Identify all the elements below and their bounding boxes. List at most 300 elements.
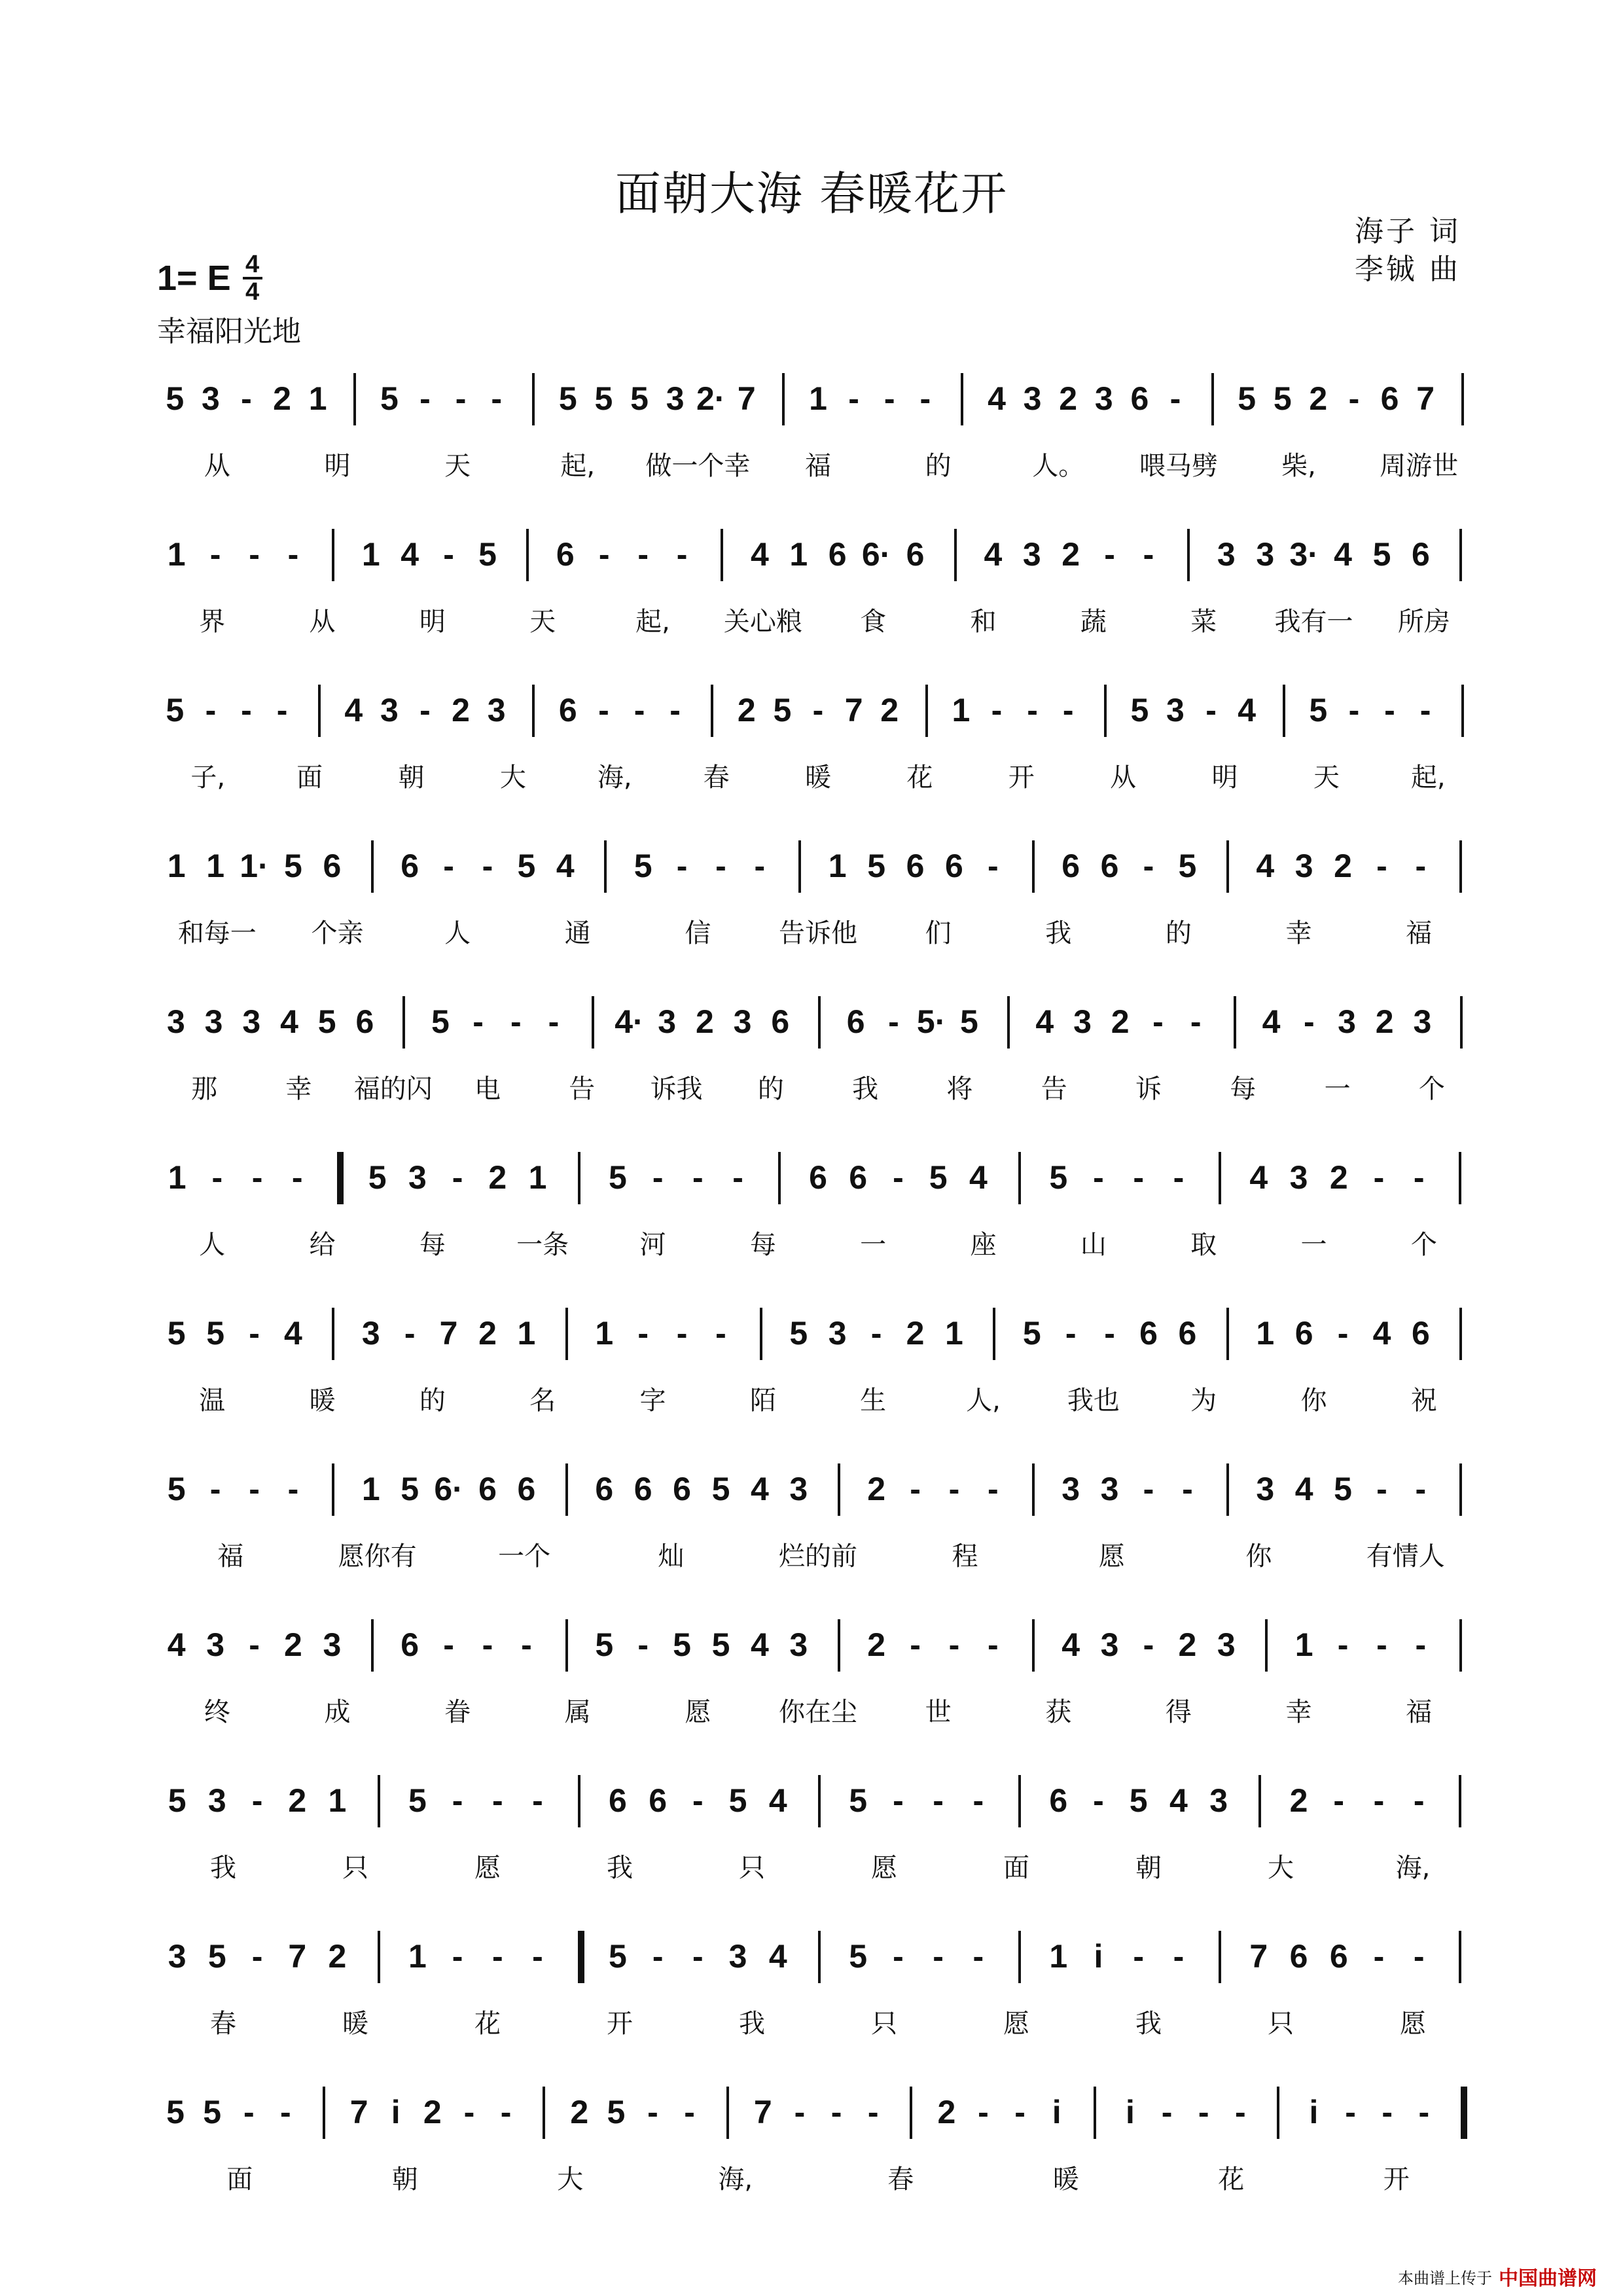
note: 6 <box>809 1159 827 1196</box>
lyric-word: 人 <box>199 1230 226 1260</box>
note: 5 <box>609 1159 627 1196</box>
note: - <box>933 1938 944 1975</box>
note: - <box>1093 1159 1104 1196</box>
lyric-word: 我有一 <box>1274 607 1353 637</box>
lyric-word: 愿 <box>1098 1541 1125 1571</box>
lyric-row <box>157 757 1479 796</box>
note: 3 <box>1023 380 1042 417</box>
note: - <box>1152 1003 1164 1040</box>
note: 1 <box>828 848 847 884</box>
note: 1 <box>167 848 186 884</box>
lyric-word: 春 <box>210 2009 236 2039</box>
lyricist-credit: 海子 词 <box>1355 215 1461 248</box>
note: - <box>287 1471 299 1507</box>
note: - <box>948 1471 960 1507</box>
lyric-word: 名 <box>529 1386 556 1416</box>
barline <box>1459 1308 1462 1360</box>
note: 3 <box>1217 536 1236 573</box>
note: - <box>1133 1159 1145 1196</box>
note: - <box>1413 1159 1425 1196</box>
lyric-word: 朝 <box>1135 1853 1162 1883</box>
note: 5 <box>380 380 399 417</box>
note: - <box>443 848 454 884</box>
lyric-row <box>157 2159 1479 2198</box>
note: - <box>692 1782 704 1819</box>
lyric-word: 每 <box>419 1230 446 1260</box>
note: - <box>732 1159 743 1196</box>
note: - <box>893 1938 904 1975</box>
lyric-word: 从 <box>204 451 230 481</box>
note: 5 <box>711 1626 730 1663</box>
barline <box>1283 685 1285 737</box>
note: 1 <box>167 536 186 573</box>
note: 5 <box>595 1626 614 1663</box>
note: - <box>1348 692 1360 728</box>
note: 2 <box>488 1159 507 1196</box>
note: 6 <box>945 848 963 884</box>
barline <box>565 1463 568 1516</box>
lyric-word: 个 <box>1410 1230 1437 1260</box>
note: i <box>391 2094 401 2130</box>
barline <box>1032 1463 1035 1516</box>
note: 4· <box>615 1003 644 1040</box>
lyric-row <box>157 1535 1479 1575</box>
note: 5 <box>167 1315 186 1352</box>
composer-credit: 李铖 曲 <box>1355 253 1461 286</box>
note: 2 <box>423 2094 442 2130</box>
note: 4 <box>1249 1159 1268 1196</box>
note: 5 <box>673 1626 691 1663</box>
barline <box>532 685 535 737</box>
note: - <box>1198 2094 1209 2130</box>
note: - <box>647 2094 658 2130</box>
note: 5 <box>517 848 536 884</box>
site-logo: 中国曲谱网 <box>1499 2267 1597 2290</box>
note: - <box>443 1626 454 1663</box>
lyric-word: 花 <box>906 762 933 793</box>
note: 7 <box>1249 1938 1268 1975</box>
note: 3 <box>166 1003 185 1040</box>
barline <box>711 685 713 737</box>
lyric-word: 我 <box>739 2009 765 2039</box>
note: 5 <box>284 848 302 884</box>
note: 5 <box>558 380 577 417</box>
note: - <box>1373 1782 1385 1819</box>
lyric-row <box>157 1847 1479 1886</box>
note: 5 <box>408 1782 427 1819</box>
lyric-word: 将 <box>946 1074 973 1104</box>
note: 4 <box>284 1315 302 1352</box>
note: 3 <box>1338 1003 1356 1040</box>
note: 5 <box>1372 536 1391 573</box>
note: 4 <box>1035 1003 1054 1040</box>
note: 5 <box>594 380 613 417</box>
note: 2 <box>695 1003 714 1040</box>
note: - <box>249 1471 260 1507</box>
note: - <box>510 1003 522 1040</box>
note: 3 <box>1166 692 1185 728</box>
lyric-word: 只 <box>342 1853 368 1883</box>
note: - <box>211 1159 223 1196</box>
note: 3 <box>207 1782 226 1819</box>
lyric-word: 明 <box>419 607 446 637</box>
lyric-word: 所房 <box>1397 607 1450 637</box>
note: 6 <box>846 1003 865 1040</box>
lyric-word: 食 <box>860 607 887 637</box>
lyric-row <box>157 1380 1479 1419</box>
note: 2 <box>906 1315 925 1352</box>
lyric-word: 电 <box>474 1074 501 1104</box>
note: 3· <box>1289 536 1319 573</box>
note: - <box>1373 1938 1385 1975</box>
note: 4 <box>969 1159 988 1196</box>
note: 6 <box>1289 1938 1308 1975</box>
note: 6 <box>609 1782 627 1819</box>
lyric-word: 暖 <box>805 762 831 793</box>
lyric-word: 明 <box>1211 762 1238 793</box>
note: 6 <box>633 1471 652 1507</box>
note: 2 <box>1309 380 1328 417</box>
note: 7 <box>753 2094 772 2130</box>
note: 5 <box>401 1471 419 1507</box>
note: 6 <box>1411 536 1430 573</box>
note: 5· <box>916 1003 946 1040</box>
note: 3 <box>1209 1782 1228 1819</box>
lyric-word: 我 <box>1045 918 1072 948</box>
note: 6 <box>849 1159 868 1196</box>
note: - <box>532 1782 543 1819</box>
note: - <box>1143 848 1154 884</box>
note: 3 <box>1413 1003 1432 1040</box>
note: 7 <box>349 2094 368 2130</box>
barline <box>1234 996 1236 1049</box>
note: 3 <box>658 1003 677 1040</box>
lyric-word: 春 <box>887 2164 914 2195</box>
barline <box>526 529 529 581</box>
note: - <box>452 1159 463 1196</box>
note: 5 <box>849 1938 868 1975</box>
note: 6 <box>517 1471 536 1507</box>
lyric-word: 们 <box>925 918 952 948</box>
note: 3 <box>361 1315 380 1352</box>
lyric-word: 每 <box>1230 1074 1257 1104</box>
note: 3 <box>487 692 506 728</box>
note: 1 <box>308 380 327 417</box>
barline <box>337 1152 344 1204</box>
score-title: 面朝大海 春暖花开 <box>615 167 1008 221</box>
note: - <box>1104 1315 1115 1352</box>
note: - <box>684 2094 695 2130</box>
note: - <box>652 1159 664 1196</box>
barline <box>1459 840 1462 893</box>
note: 2 <box>1329 1159 1348 1196</box>
note: 2 <box>880 692 899 728</box>
note: - <box>241 692 252 728</box>
lyric-word: 生 <box>860 1386 887 1416</box>
lyric-word: 福 <box>217 1541 244 1571</box>
barline <box>353 373 356 425</box>
note: 6 <box>558 692 577 728</box>
lyric-word: 只 <box>1268 2009 1294 2039</box>
note: 4 <box>1238 692 1257 728</box>
lyric-word: 花 <box>1218 2164 1245 2195</box>
note: 1 <box>528 1159 547 1196</box>
note: - <box>1234 2094 1246 2130</box>
lyric-word: 河 <box>639 1230 666 1260</box>
note: - <box>1062 692 1074 728</box>
lyric-word: 程 <box>952 1541 978 1571</box>
note: 4 <box>1262 1003 1281 1040</box>
note: 5 <box>478 536 497 573</box>
note: - <box>1133 1938 1145 1975</box>
note: - <box>532 1938 543 1975</box>
note: - <box>491 1938 503 1975</box>
lyric-word: 给 <box>309 1230 336 1260</box>
note: 3 <box>828 1315 847 1352</box>
lyric-word: 一 <box>1300 1230 1327 1260</box>
note: - <box>848 380 859 417</box>
note: - <box>910 1626 921 1663</box>
lyric-word: 眷 <box>444 1697 471 1727</box>
note: 3 <box>728 1938 747 1975</box>
note: - <box>548 1003 560 1040</box>
lyric-word: 我 <box>1135 2009 1162 2039</box>
barline <box>1459 1775 1461 1827</box>
note: - <box>463 2094 475 2130</box>
note: - <box>637 1626 649 1663</box>
barline <box>604 840 607 893</box>
note: - <box>988 848 999 884</box>
note: 1 <box>789 536 808 573</box>
note: 1· <box>240 848 269 884</box>
note: - <box>209 536 221 573</box>
barline <box>726 2087 729 2139</box>
lyric-word: 的 <box>925 451 952 481</box>
barline <box>1018 1931 1021 1983</box>
note: 5 <box>167 1471 186 1507</box>
barline <box>332 529 334 581</box>
note: 3 <box>1100 1471 1119 1507</box>
note: 6 <box>595 1471 614 1507</box>
lyric-word: 取 <box>1190 1230 1217 1260</box>
note: - <box>1333 1782 1345 1819</box>
note: 5 <box>166 692 185 728</box>
lyric-word: 福的闪 <box>353 1074 433 1104</box>
lyric-word: 起, <box>1410 762 1446 793</box>
note: 6 <box>401 1626 419 1663</box>
note: - <box>1143 1626 1154 1663</box>
lyric-word: 福 <box>1406 1697 1433 1727</box>
note: 2 <box>288 1782 307 1819</box>
note: 6 <box>1061 848 1080 884</box>
lyric-word: 柴, <box>1281 451 1316 481</box>
lyric-word: 和每一 <box>177 918 257 948</box>
lyric-word: 做一个幸 <box>645 451 751 481</box>
lyric-word: 座 <box>970 1230 997 1260</box>
note: 3 <box>1294 848 1313 884</box>
lyric-word: 周游世 <box>1380 451 1459 481</box>
note: - <box>888 1003 899 1040</box>
lyric-word: 春 <box>703 762 730 793</box>
barline <box>532 373 535 425</box>
lyric-word: 蔬 <box>1080 607 1107 637</box>
lyric-word: 起, <box>560 451 596 481</box>
barline <box>1018 1775 1021 1827</box>
note: 4 <box>1294 1471 1313 1507</box>
note: - <box>676 1315 688 1352</box>
lyric-word: 愿你有 <box>338 1541 417 1571</box>
note: 4 <box>401 536 419 573</box>
barline <box>993 1308 995 1360</box>
lyric-word: 暖 <box>342 2009 368 2039</box>
note: 5 <box>317 1003 336 1040</box>
note: - <box>209 1471 221 1507</box>
note: i <box>1309 2094 1319 2130</box>
lyric-word: 幸 <box>285 1074 312 1104</box>
note: 3 <box>789 1626 808 1663</box>
note: - <box>1173 1938 1185 1975</box>
note: 2 <box>284 1626 302 1663</box>
note: 3 <box>1094 380 1113 417</box>
note: 5 <box>773 692 792 728</box>
note: 3 <box>1256 536 1275 573</box>
barline <box>721 529 723 581</box>
note: - <box>988 1471 999 1507</box>
note: 4 <box>344 692 363 728</box>
note: - <box>287 536 299 573</box>
barline <box>1032 1619 1035 1672</box>
note: 1 <box>328 1782 347 1819</box>
note: - <box>652 1938 664 1975</box>
time-signature <box>243 252 262 304</box>
note: - <box>715 848 726 884</box>
lyric-word: 朝 <box>391 2164 418 2195</box>
note: 7 <box>439 1315 458 1352</box>
note: 6 <box>1329 1938 1348 1975</box>
barline <box>925 685 928 737</box>
note: - <box>291 1159 303 1196</box>
note: - <box>676 848 688 884</box>
note: - <box>419 380 431 417</box>
note: 6 <box>556 536 575 573</box>
barline <box>1094 2087 1096 2139</box>
barline <box>782 373 785 425</box>
lyric-word: 信 <box>685 918 711 948</box>
lyric-word: 从 <box>1110 762 1137 793</box>
note: - <box>919 380 931 417</box>
barline <box>954 529 957 581</box>
note: 5 <box>959 1003 978 1040</box>
lyric-word: 福 <box>805 451 831 481</box>
note: - <box>1143 1471 1154 1507</box>
note: i <box>1094 1938 1103 1975</box>
note: 1 <box>517 1315 536 1352</box>
note: - <box>1376 1471 1387 1507</box>
note: 2 <box>867 1471 886 1507</box>
note: 2 <box>328 1938 347 1975</box>
barline <box>818 1931 821 1983</box>
lyric-word: 大 <box>499 762 526 793</box>
note: - <box>1415 1471 1427 1507</box>
lyric-word: 人。 <box>1032 451 1085 481</box>
note: - <box>419 692 431 728</box>
lyric-word: 一 <box>860 1230 887 1260</box>
lyric-word: 从 <box>309 607 336 637</box>
note: - <box>1419 692 1431 728</box>
lyric-word: 大 <box>1268 1853 1294 1883</box>
note: - <box>1014 2094 1026 2130</box>
lyric-word: 明 <box>324 451 351 481</box>
note: 7 <box>737 380 756 417</box>
note: - <box>404 1315 416 1352</box>
note: - <box>500 2094 512 2130</box>
note: - <box>870 1315 882 1352</box>
time-sig-bottom: 4 <box>245 278 260 306</box>
lyric-word: 界 <box>199 607 226 637</box>
note: - <box>715 1315 726 1352</box>
barline <box>1459 1931 1461 1983</box>
note: - <box>1337 1315 1349 1352</box>
note: 3 <box>323 1626 342 1663</box>
note: - <box>1065 1315 1077 1352</box>
note: 3 <box>1256 1471 1275 1507</box>
note: 3 <box>206 1626 225 1663</box>
note: 5 <box>1130 692 1149 728</box>
note: 5 <box>166 2094 185 2130</box>
note: 1 <box>361 1471 380 1507</box>
lyric-word: 终 <box>204 1697 230 1727</box>
note: - <box>812 692 824 728</box>
lyric-word: 成 <box>324 1697 351 1727</box>
note: - <box>251 1159 263 1196</box>
note: 3 <box>1217 1626 1236 1663</box>
barline <box>578 1931 584 1983</box>
note: 5 <box>1238 380 1257 417</box>
note: 2 <box>478 1315 497 1352</box>
note: - <box>991 692 1003 728</box>
note: 1 <box>595 1315 614 1352</box>
note: - <box>1169 380 1181 417</box>
note: - <box>482 848 493 884</box>
lyric-word: 只 <box>871 2009 897 2039</box>
note: - <box>251 1782 263 1819</box>
note: 4 <box>1256 848 1275 884</box>
note: - <box>1190 1003 1202 1040</box>
note: 5 <box>207 1938 226 1975</box>
barline <box>1461 685 1464 737</box>
lyric-word: 面 <box>296 762 323 793</box>
note: - <box>1418 2094 1430 2130</box>
note: 3 <box>666 380 685 417</box>
note: - <box>1415 1626 1427 1663</box>
note: - <box>241 380 252 417</box>
key-signature <box>157 252 262 304</box>
lyric-word: 人, <box>966 1386 1001 1416</box>
note: - <box>1348 380 1360 417</box>
note: 6 <box>673 1471 691 1507</box>
note: 1 <box>952 692 971 728</box>
note: - <box>1303 1003 1315 1040</box>
lyric-word: 灿 <box>658 1541 685 1571</box>
note: 1 <box>168 1159 187 1196</box>
lyric-word: 我 <box>607 1853 633 1883</box>
barline <box>1219 1931 1221 1983</box>
lyric-word: 天 <box>1313 762 1340 793</box>
footer <box>1398 2262 1597 2291</box>
barline <box>378 1931 380 1983</box>
lyric-row <box>157 912 1479 952</box>
note: - <box>1173 1159 1185 1196</box>
